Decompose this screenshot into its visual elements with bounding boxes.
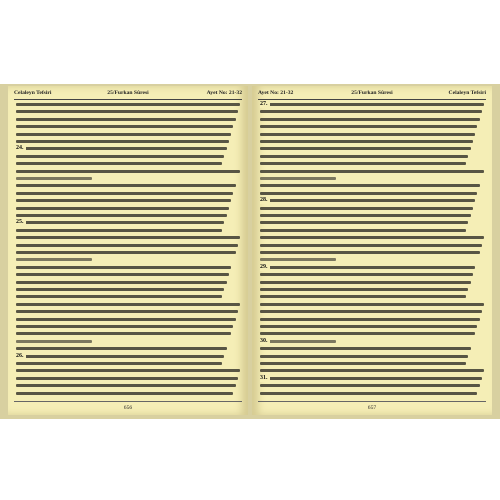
text-line <box>260 318 480 321</box>
text-line <box>16 258 92 261</box>
verse-number: 31. <box>260 374 268 381</box>
text-line <box>260 310 482 313</box>
text-line <box>260 170 484 173</box>
text-line <box>16 118 236 121</box>
page-number: 656 <box>123 405 133 411</box>
text-line <box>16 281 227 284</box>
footer-rule <box>258 401 486 402</box>
text-line <box>16 103 240 106</box>
right-page <box>252 86 492 415</box>
text-line <box>260 355 468 358</box>
footer-rule <box>14 401 242 402</box>
text-line <box>260 392 477 395</box>
running-head-left: Ayet No: 21-32 <box>258 90 294 96</box>
text-line <box>260 325 477 328</box>
text-line <box>260 229 466 232</box>
text-line <box>16 162 222 165</box>
text-line <box>260 236 484 239</box>
text-line <box>260 103 484 106</box>
text-line <box>16 340 92 343</box>
text-line <box>16 221 224 224</box>
text-line <box>16 288 224 291</box>
text-line <box>16 184 236 187</box>
text-line <box>16 325 233 328</box>
text-line <box>260 147 471 150</box>
running-head-center: 25/Furkan Sûresi <box>351 90 393 96</box>
verse-number: 24. <box>16 145 24 152</box>
text-line <box>16 362 222 365</box>
text-line <box>16 244 238 247</box>
verse-number: 27. <box>260 101 268 107</box>
text-line <box>260 155 468 158</box>
text-line <box>16 170 240 173</box>
left-page <box>8 86 248 415</box>
text-line <box>260 347 471 350</box>
text-line <box>260 244 482 247</box>
book-spread <box>0 84 500 419</box>
text-line <box>16 133 231 136</box>
text-line <box>16 199 231 202</box>
text-line <box>16 207 229 210</box>
text-line <box>16 251 236 254</box>
running-head-right: Celaleyn Tefsiri <box>448 90 486 96</box>
text-line <box>16 125 233 128</box>
text-line <box>16 177 92 180</box>
text-line <box>16 140 229 143</box>
text-line <box>16 384 236 387</box>
text-line <box>260 384 480 387</box>
text-line <box>16 295 222 298</box>
text-line <box>16 147 227 150</box>
text-line <box>16 369 240 372</box>
text-line <box>260 295 466 298</box>
text-line <box>260 369 484 372</box>
verse-number: 28. <box>260 197 268 204</box>
text-line <box>260 273 473 276</box>
text-line <box>260 125 477 128</box>
text-line <box>260 162 466 165</box>
running-head-center: 25/Furkan Sûresi <box>107 90 149 96</box>
text-line <box>260 199 475 202</box>
text-line <box>16 273 229 276</box>
text-line <box>16 303 240 306</box>
text-line <box>16 318 236 321</box>
header-rule <box>258 99 486 100</box>
text-line <box>260 281 471 284</box>
text-line <box>16 236 240 239</box>
text-line <box>16 192 233 195</box>
text-line <box>260 214 471 217</box>
running-head-left: Celaleyn Tefsiri <box>14 90 52 96</box>
text-line <box>16 155 224 158</box>
text-line <box>260 303 484 306</box>
text-line <box>260 207 473 210</box>
text-line <box>16 310 238 313</box>
text-line <box>260 362 466 365</box>
text-line <box>260 110 482 113</box>
text-line <box>16 377 238 380</box>
text-line <box>16 266 231 269</box>
text-line <box>16 347 227 350</box>
verse-number: 30. <box>260 337 268 344</box>
text-line <box>260 288 468 291</box>
verse-number: 29. <box>260 263 268 270</box>
text-line <box>16 214 227 217</box>
verse-number: 26. <box>16 352 24 359</box>
header-rule <box>14 99 242 100</box>
text-line <box>260 140 473 143</box>
page-number: 657 <box>367 405 377 411</box>
text-line <box>260 184 480 187</box>
text-line <box>16 229 222 232</box>
text-line <box>260 192 477 195</box>
text-line <box>260 133 475 136</box>
text-line <box>16 392 233 395</box>
text-line <box>260 332 475 335</box>
text-line <box>16 110 238 113</box>
text-line <box>260 118 480 121</box>
text-line <box>260 251 480 254</box>
text-line <box>260 221 468 224</box>
text-line <box>16 332 231 335</box>
text-line <box>260 177 336 180</box>
verse-number: 25. <box>16 219 24 226</box>
text-line <box>260 258 336 261</box>
running-head-right: Ayet No: 21-32 <box>206 90 242 96</box>
